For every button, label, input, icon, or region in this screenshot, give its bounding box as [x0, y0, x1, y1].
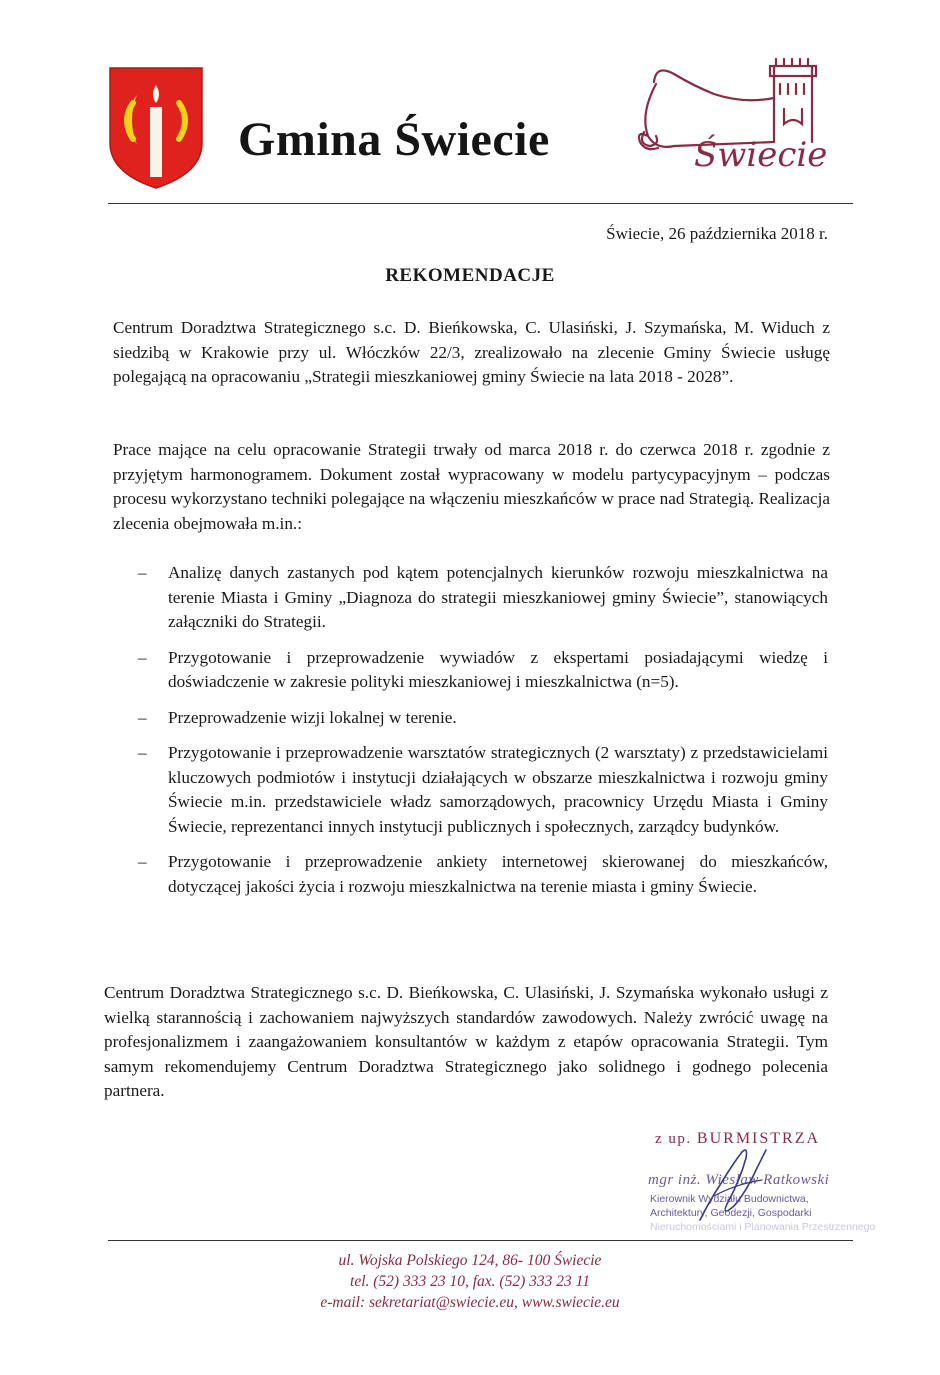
signatory-role-line: Kierownik Wydziału Budownictwa, — [650, 1193, 809, 1205]
stamp-prefix: z up. — [655, 1131, 692, 1147]
list-item — [138, 706, 828, 731]
list-item — [138, 646, 828, 695]
signatory-role-line: Architektury, Geodezji, Gospodarki — [650, 1207, 812, 1219]
list-item-text: Przygotowanie i przeprowadzenie wywiadów z ekspertami posiadającymi wiedzę i doświadczenie w zakresie polityki mieszkaniowej i mieszkalnictwa (n=5). — [168, 647, 828, 691]
bullet-dash: – — [138, 852, 147, 871]
footer-phone: tel. (52) 333 23 10, fax. (52) 333 23 11 — [350, 1273, 590, 1290]
list-item — [138, 850, 828, 899]
tasks-list — [138, 561, 828, 899]
list-item-text: Przygotowanie i przeprowadzenie ankiety internetowej skierowanej do mieszkańców, dotyczącej jakości życia i rozwoju mieszkalnictwa na terenie miasta i gminy Świecie. — [168, 852, 828, 896]
paragraph-recommendation: Centrum Doradztwa Strategicznego s.c. D. Bieńkowska, C. Ulasiński, J. Szymańska wykonało usługi z wielką starannością i zachowaniem najwyższych standardów zawodowych. Należy zwrócić uwagę na profesjonalizmem i zaangażowaniem konsultantów w każdym z etapów opracowania Strategii. Tym samym rekomendujemy Centrum Doradztwa Strategicznego jako solidnego i godnego polecenia partnera. — [104, 983, 828, 1100]
handwritten-signature-icon — [690, 1140, 780, 1230]
footer-contact — [0, 1250, 940, 1313]
bullet-dash: – — [138, 743, 147, 762]
list-item — [138, 561, 828, 635]
list-item — [138, 741, 828, 839]
municipality-title: Gmina Świecie — [238, 113, 550, 166]
bullet-dash: – — [138, 563, 147, 582]
bullet-dash: – — [138, 647, 147, 667]
header-divider — [108, 203, 853, 204]
footer-address: ul. Wojska Polskiego 124, 86- 100 Świecie — [338, 1252, 602, 1269]
castle-scroll-logo-icon — [634, 54, 834, 184]
list-item-text: Analizę danych zastanych pod kątem potencjalnych kierunków rozwoju mieszkalnictwa na terenie Miasta i Gminy „Diagnoza do strategii mieszkaniowej gminy Świecie”, stanowiących załączniki do Strategii. — [168, 563, 828, 631]
list-item-text: Przeprowadzenie wizji lokalnej w terenie. — [168, 707, 457, 727]
brand-logo-text: Świecie — [694, 135, 828, 175]
letter-date: Świecie, 26 października 2018 r. — [606, 224, 828, 243]
coat-of-arms-icon — [107, 65, 205, 191]
bullet-dash: – — [138, 707, 147, 727]
paragraph-scope: Prace mające na celu opracowanie Strategii trwały od marca 2018 r. do czerwca 2018 r. zgodnie z przyjętym harmonogramem. Dokument został wypracowany w modelu partycypacyjnym – podczas procesu wykorzystano techniki polegające na włączeniu mieszkańców w prace nad Strategią. Realizacja zlecenia obejmowała m.in.: — [113, 440, 830, 533]
list-item-text: Przygotowanie i przeprowadzenie warsztatów strategicznych (2 warsztaty) z przedstawicielami kluczowych podmiotów i instytucji działających w obszarze mieszkalnictwa i rozwoju gminy Świecie m.in. przedstawiciele władz samorządowych, pracownicy Urzędu Miasta i Gminy Świecie, reprezentanci innych instytucji publicznych i społecznych, zarządcy budynków. — [168, 743, 828, 836]
document-title: REKOMENDACJE — [385, 265, 555, 286]
signatory-name: mgr inż. Wiesław Ratkowski — [648, 1172, 830, 1188]
footer-divider — [108, 1240, 853, 1241]
signatory-role-line: Nieruchomościami i Planowania Przestrzennego — [650, 1221, 876, 1233]
footer-email-web: e-mail: sekretariat@swiecie.eu, www.swiecie.eu — [320, 1294, 620, 1311]
paragraph-intro: Centrum Doradztwa Strategicznego s.c. D. Bieńkowska, C. Ulasiński, J. Szymańska, M. Widuch z siedzibą w Krakowie przy ul. Włóczków 22/3, zrealizowało na zlecenie Gminy Świecie usługę polegającą na opracowaniu „Strategii mieszkaniowej gminy Świecie na lata 2018 - 2028”. — [113, 318, 830, 386]
stamp-office: BURMISTRZA — [696, 1130, 821, 1147]
